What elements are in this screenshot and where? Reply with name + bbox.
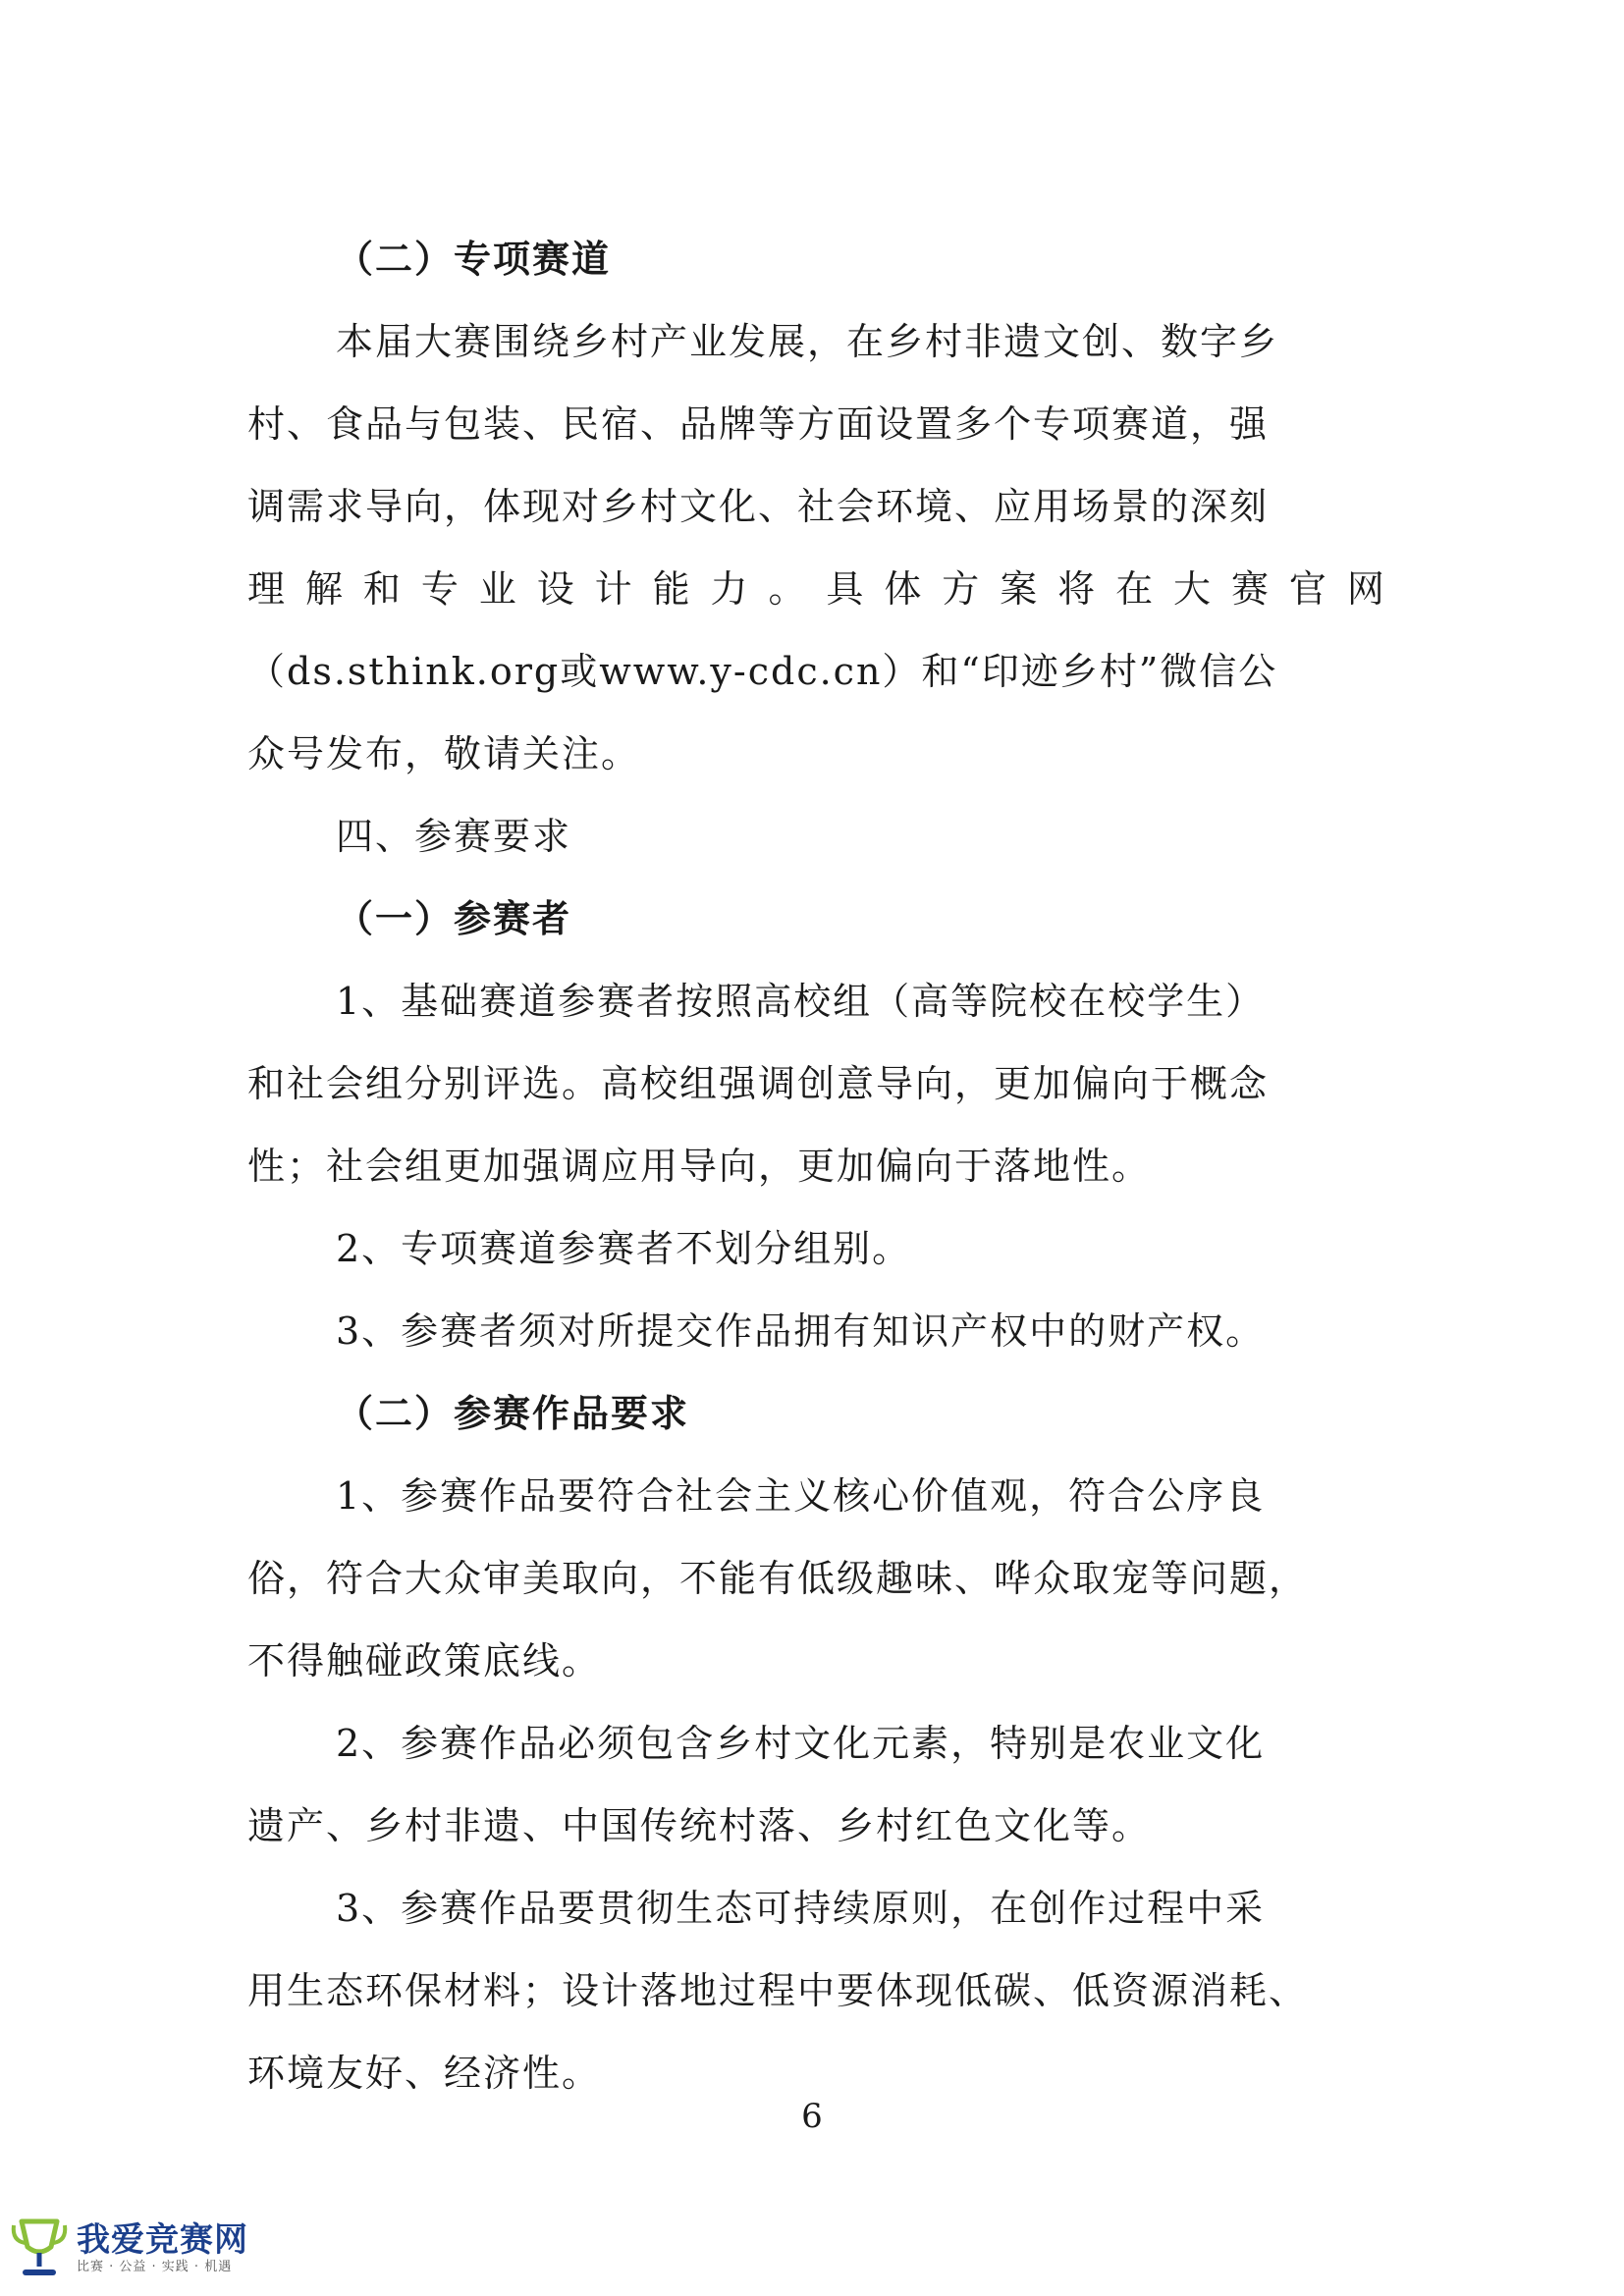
paragraph-line: 用生态环保材料；设计落地过程中要体现低碳、低资源消耗、 [247, 1969, 1309, 2012]
page-number: 6 [801, 2097, 823, 2136]
paragraph-line: 2、专项赛道参赛者不划分组别。 [336, 1227, 912, 1270]
paragraph-line: 3、参赛者须对所提交作品拥有知识产权中的财产权。 [336, 1309, 1266, 1353]
paragraph-line: 1、参赛作品要符合社会主义核心价值观，符合公序良 [336, 1474, 1266, 1518]
section-heading: （二）参赛作品要求 [336, 1391, 690, 1435]
paragraph-line: 3、参赛作品要贯彻生态可持续原则，在创作过程中采 [336, 1887, 1266, 1930]
paragraph-line: 俗，符合大众审美取向，不能有低级趣味、哗众取宠等问题， [247, 1557, 1309, 1600]
paragraph-line: 性；社会组更加强调应用导向，更加偏向于落地性。 [247, 1145, 1152, 1188]
paragraph-line: 理 解 和 专 业 设 计 能 力 。 具 体 方 案 将 在 大 赛 官 网 [247, 567, 1386, 611]
paragraph-line: 不得触碰政策底线。 [247, 1639, 602, 1682]
paragraph-line: 1、基础赛道参赛者按照高校组（高等院校在校学生） [336, 980, 1266, 1023]
site-watermark [8, 2214, 248, 2282]
section-heading: （一）参赛者 [336, 896, 572, 940]
paragraph-line: 遗产、乡村非遗、中国传统村落、乡村红色文化等。 [247, 1804, 1152, 1847]
watermark-text [77, 2220, 248, 2275]
section-heading: （二）专项赛道 [336, 237, 612, 281]
paragraph-line: （ds.sthink.org或www.y-cdc.cn）和“印迹乡村”微信公 [247, 650, 1278, 693]
watermark-site-name: 我爱竞赛网 [77, 2220, 248, 2260]
paragraph-line: 调需求导向，体现对乡村文化、社会环境、应用场景的深刻 [247, 485, 1270, 528]
paragraph-line: 本届大赛围绕乡村产业发展，在乡村非遗文创、数字乡 [336, 320, 1279, 363]
paragraph-line: 和社会组分别评选。高校组强调创意导向，更加偏向于概念 [247, 1062, 1270, 1105]
paragraph-line: 村、食品与包装、民宿、品牌等方面设置多个专项赛道，强 [247, 402, 1270, 446]
watermark-tagline: 比赛 · 公益 · 实践 · 机遇 [77, 2260, 233, 2274]
paragraph-line: 2、参赛作品必须包含乡村文化元素，特别是农业文化 [336, 1722, 1266, 1765]
chapter-heading: 四、参赛要求 [336, 815, 572, 858]
document-body [247, 218, 1386, 2114]
trophy-logo-icon [8, 2214, 71, 2282]
paragraph-line: 众号发布，敬请关注。 [247, 732, 641, 775]
paragraph-line: 环境友好、经济性。 [247, 2052, 602, 2095]
